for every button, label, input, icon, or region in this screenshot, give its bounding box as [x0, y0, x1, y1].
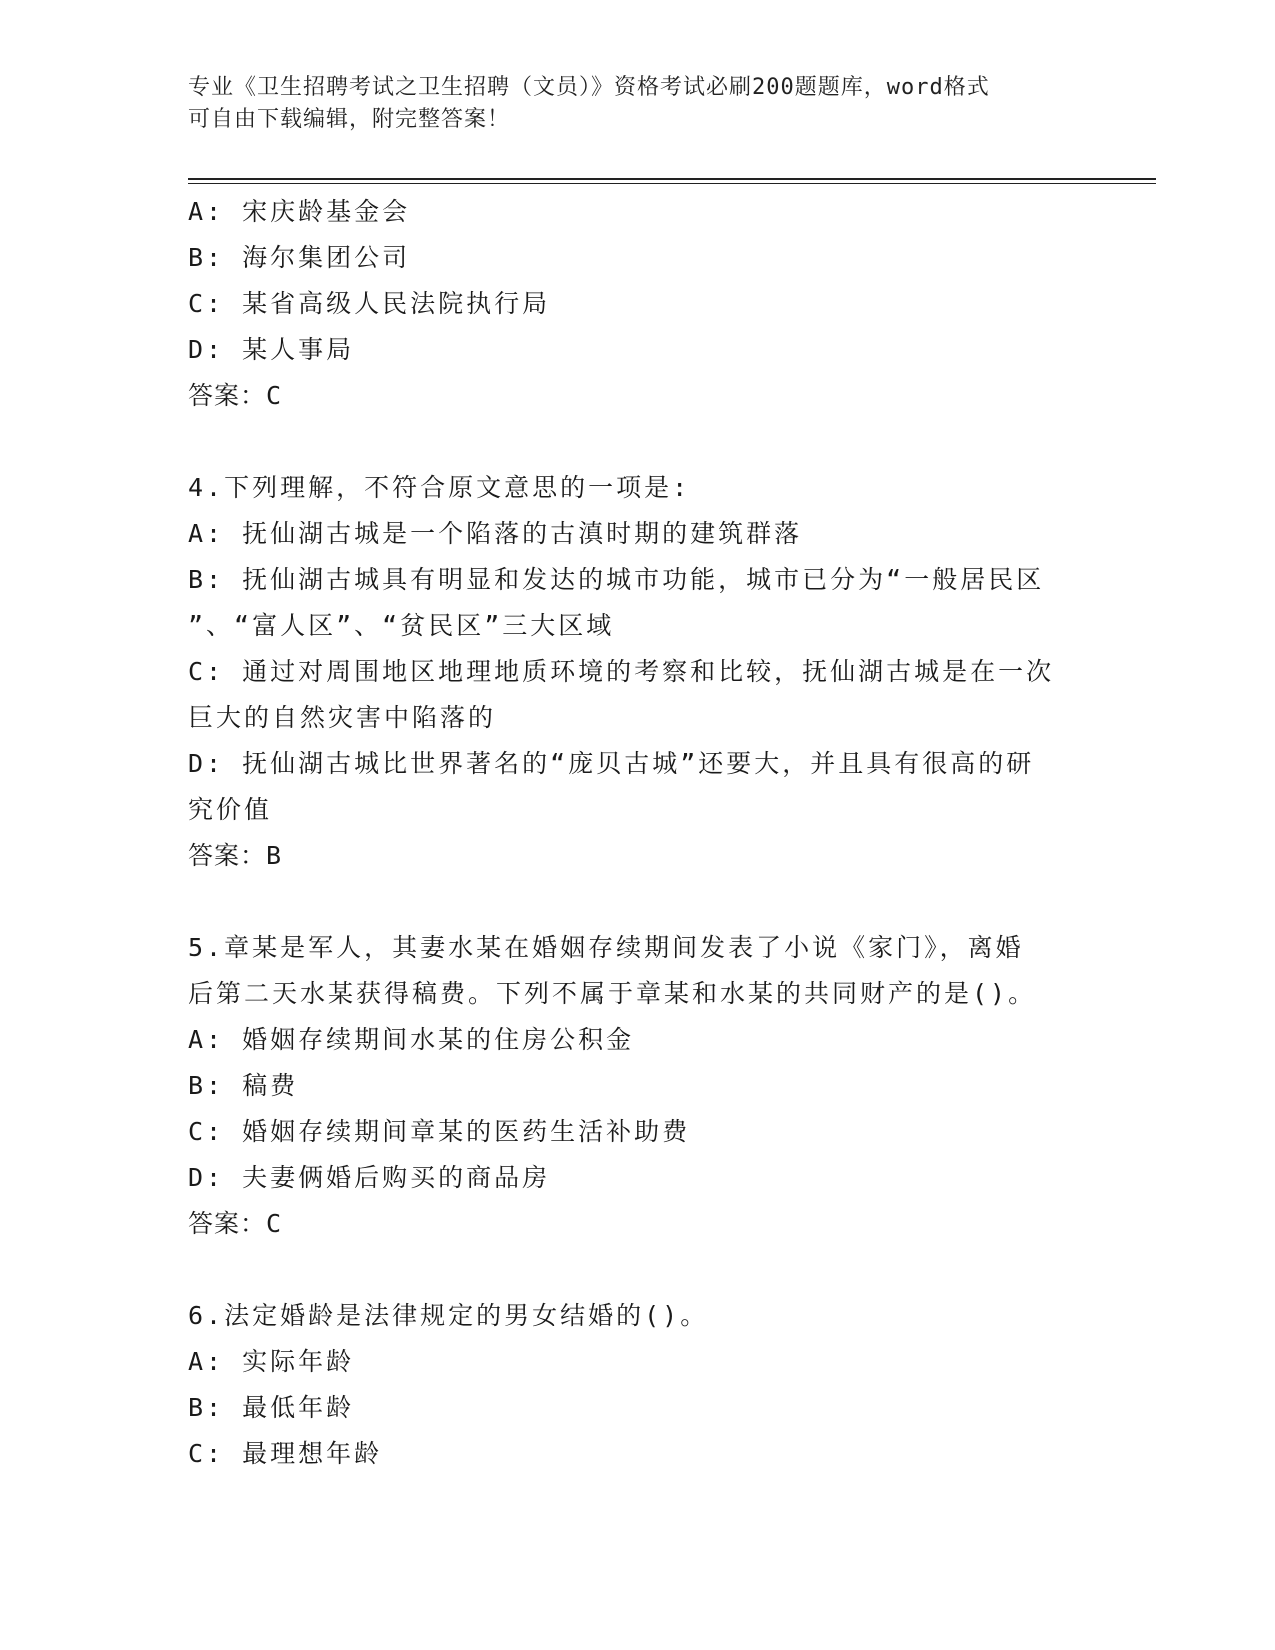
spacer: [188, 1247, 1088, 1293]
q5-option-a: A: 婚姻存续期间水某的住房公积金: [188, 1025, 635, 1054]
header-line-1: 专业《卫生招聘考试之卫生招聘（文员）》资格考试必刷200题题库，word格式: [188, 75, 990, 100]
header-line-2: 可自由下载编辑，附完整答案！: [188, 107, 511, 132]
q5-option-b: B: 稿费: [188, 1071, 299, 1100]
q5-answer: 答案：C: [188, 1209, 283, 1238]
question-content: [188, 189, 1088, 1477]
q3-option-b: B: 海尔集团公司: [188, 243, 411, 272]
q4-option-b-line2: ”、“富人区”、“贫民区”三大区域: [188, 611, 615, 640]
q3-option-a: A: 宋庆龄基金会: [188, 197, 411, 226]
q5-option-d: D: 夫妻俩婚后购买的商品房: [188, 1163, 551, 1192]
q5-stem-line1: 5.章某是军人，其妻水某在婚姻存续期间发表了小说《家门》，离婚: [188, 933, 1024, 962]
q4-option-c-line2: 巨大的自然灾害中陷落的: [188, 703, 497, 732]
q5-option-c: C: 婚姻存续期间章某的医药生活补助费: [188, 1117, 691, 1146]
q4-option-d-line2: 究价值: [188, 795, 273, 824]
spacer: [188, 419, 1088, 465]
spacer: [188, 879, 1088, 925]
q6-option-a: A: 实际年龄: [188, 1347, 355, 1376]
q4-option-a: A: 抚仙湖古城是一个陷落的古滇时期的建筑群落: [188, 519, 803, 548]
q4-stem: 4.下列理解，不符合原文意思的一项是:: [188, 473, 691, 502]
q3-option-d: D: 某人事局: [188, 335, 355, 364]
q3-option-c: C: 某省高级人民法院执行局: [188, 289, 551, 318]
q4-option-c-line1: C: 通过对周围地区地理地质环境的考察和比较，抚仙湖古城是在一次: [188, 657, 1055, 686]
header-rule-thin: [188, 183, 1156, 184]
q3-answer: 答案：C: [188, 381, 283, 410]
header-rule-thick: [188, 178, 1156, 180]
q5-stem-line2: 后第二天水某获得稿费。下列不属于章某和水某的共同财产的是()。: [188, 979, 1037, 1008]
q6-option-c: C: 最理想年龄: [188, 1439, 383, 1468]
q6-stem: 6.法定婚龄是法律规定的男女结婚的()。: [188, 1301, 709, 1330]
page-header: [188, 72, 1088, 136]
q4-answer: 答案：B: [188, 841, 283, 870]
q6-option-b: B: 最低年龄: [188, 1393, 355, 1422]
q4-option-b-line1: B: 抚仙湖古城具有明显和发达的城市功能，城市已分为“一般居民区: [188, 565, 1045, 594]
q4-option-d-line1: D: 抚仙湖古城比世界著名的“庞贝古城”还要大，并且具有很高的研: [188, 749, 1035, 778]
